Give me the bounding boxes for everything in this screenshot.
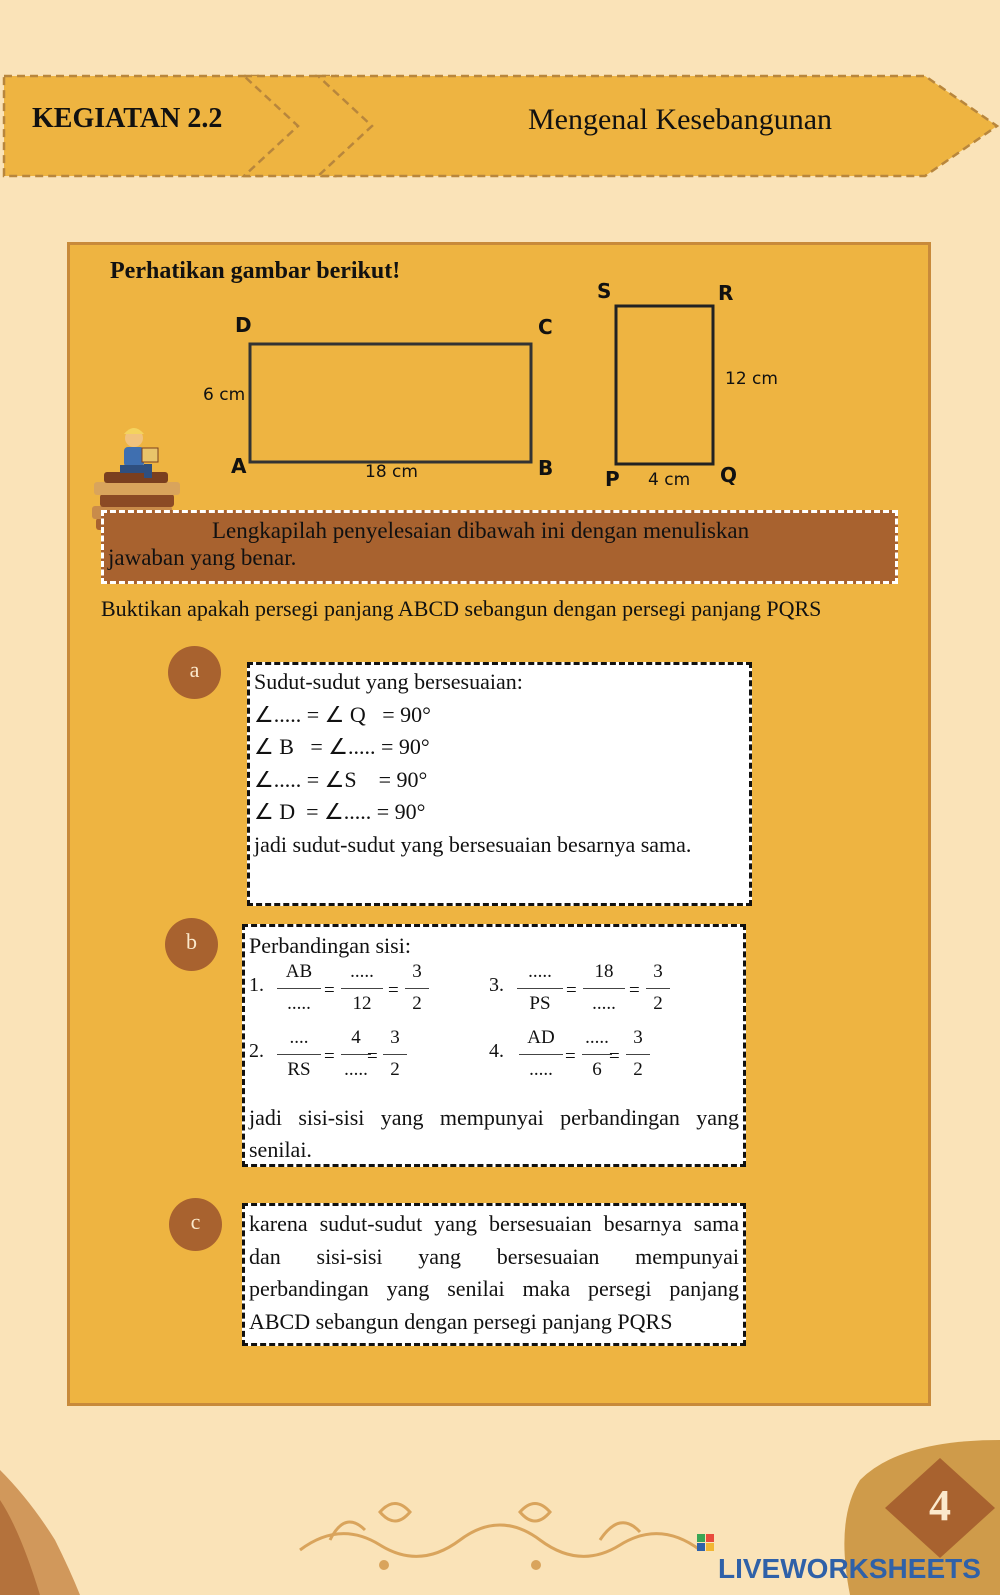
instruction-line2: jawaban yang benar. bbox=[108, 545, 297, 570]
brand-logo: LIVEWORKSHEETS bbox=[718, 1553, 981, 1584]
activity-title: Mengenal Kesebangunan bbox=[528, 103, 833, 136]
label-A: A bbox=[231, 454, 247, 478]
ratio-4-den-3: 2 bbox=[633, 1058, 643, 1080]
ratio-grid bbox=[249, 960, 739, 1102]
ratio-4-num-3: 3 bbox=[633, 1026, 643, 1048]
ornament-icon bbox=[300, 1504, 700, 1557]
badge-a: a bbox=[168, 646, 221, 699]
angle-line-1[interactable]: ∠..... = ∠ Q = 90° bbox=[254, 701, 431, 727]
ratio-3-num-1[interactable]: ..... bbox=[528, 960, 552, 982]
ratio-3-num-2: 18 bbox=[594, 960, 614, 982]
ratio-1-eq-1: = bbox=[324, 979, 335, 1001]
ratio-4-num-2[interactable]: ..... bbox=[585, 1026, 609, 1048]
ratio-3-frac-1[interactable] bbox=[517, 961, 563, 1015]
ratio-1-frac-2[interactable] bbox=[341, 961, 383, 1015]
ratio-2-eq-1: = bbox=[324, 1045, 335, 1067]
part-a-title: Sudut-sudut yang bersesuaian: bbox=[254, 669, 523, 694]
ratio-1-den-1[interactable]: ..... bbox=[287, 992, 311, 1014]
label-D: D bbox=[235, 313, 252, 337]
ratio-2-frac-3 bbox=[383, 1027, 407, 1081]
label-S: S bbox=[597, 280, 612, 303]
ratio-3-frac-2[interactable] bbox=[583, 961, 625, 1015]
part-c-box: karena sudut-sudut yang bersesuaian besarnya sama dan sisi-sisi yang bersesuaian mempunyai perbandingan yang senilai maka persegi panjang ABCD sebangun dengan persegi panjang PQRS bbox=[242, 1203, 746, 1346]
part-b-conclusion: jadi sisi-sisi yang mempunyai perbandingan yang senilai. bbox=[249, 1104, 739, 1162]
label-12cm: 12 cm bbox=[725, 369, 778, 389]
rectangles-figure bbox=[195, 280, 795, 505]
part-b-title: Perbandingan sisi: bbox=[249, 933, 411, 958]
ratio-no-4: 4. bbox=[489, 1039, 504, 1062]
label-4cm: 4 cm bbox=[648, 470, 691, 490]
rect-pqrs bbox=[616, 306, 713, 464]
label-18cm: 18 cm bbox=[365, 462, 418, 482]
rect-abcd bbox=[250, 344, 531, 462]
ratio-3-den-3: 2 bbox=[653, 992, 663, 1014]
ratio-4-eq-2: = bbox=[609, 1045, 620, 1067]
ratio-3-num-3: 3 bbox=[653, 960, 663, 982]
ratio-4-frac-3 bbox=[626, 1027, 650, 1081]
ratio-2-frac-1[interactable] bbox=[277, 1027, 321, 1081]
ratio-2-num-1[interactable]: .... bbox=[289, 1026, 309, 1048]
ratio-2-den-3: 2 bbox=[390, 1058, 400, 1080]
ratio-2-den-2[interactable]: ..... bbox=[344, 1058, 368, 1080]
ratio-4-frac-2[interactable] bbox=[582, 1027, 612, 1081]
part-a-conclusion: jadi sudut-sudut yang bersesuaian besarnya sama. bbox=[254, 831, 692, 857]
ratio-2-num-3: 3 bbox=[390, 1026, 400, 1048]
ratio-1-num-2[interactable]: ..... bbox=[350, 960, 374, 982]
ratio-3-frac-3 bbox=[646, 961, 670, 1015]
ratio-4-frac-1[interactable] bbox=[519, 1027, 563, 1081]
ratio-1-num-3: 3 bbox=[412, 960, 422, 982]
ratio-2-num-2: 4 bbox=[351, 1026, 361, 1048]
ratio-3-den-1: PS bbox=[529, 992, 551, 1014]
page-number: 4 bbox=[929, 1481, 951, 1530]
ratio-2-den-1: RS bbox=[287, 1058, 311, 1080]
ratio-3-den-2[interactable]: ..... bbox=[592, 992, 616, 1014]
label-6cm: 6 cm bbox=[203, 385, 246, 405]
ratio-1-frac-1[interactable] bbox=[277, 961, 321, 1015]
instruction-line1: Lengkapilah penyelesaian dibawah ini dengan menuliskan bbox=[212, 518, 750, 543]
ratio-1-eq-2: = bbox=[388, 979, 399, 1001]
ratio-1-num-1: AB bbox=[285, 960, 313, 982]
label-B: B bbox=[538, 456, 554, 480]
ratio-no-2: 2. bbox=[249, 1039, 264, 1062]
ratio-4-eq-1: = bbox=[565, 1045, 576, 1067]
part-a-box bbox=[247, 662, 752, 906]
ratio-4-den-2: 6 bbox=[592, 1058, 602, 1080]
ratio-1-den-2: 12 bbox=[352, 992, 372, 1014]
angle-line-4[interactable]: ∠ D = ∠..... = 90° bbox=[254, 799, 426, 824]
angle-line-3[interactable]: ∠..... = ∠S = 90° bbox=[254, 766, 428, 792]
ratio-3-eq-1: = bbox=[566, 979, 577, 1001]
ratio-1-den-3: 2 bbox=[412, 992, 422, 1014]
label-C: C bbox=[538, 315, 553, 339]
activity-label: KEGIATAN 2.2 bbox=[32, 103, 223, 134]
ratio-4-num-1: AD bbox=[527, 1026, 555, 1048]
ratio-no-1: 1. bbox=[249, 973, 264, 996]
ratio-2-eq-2: = bbox=[367, 1045, 378, 1067]
question-text: Buktikan apakah persegi panjang ABCD sebangun dengan persegi panjang PQRS bbox=[101, 596, 822, 621]
ratio-4-den-1[interactable]: ..... bbox=[529, 1058, 553, 1080]
badge-b: b bbox=[165, 918, 218, 971]
badge-c: c bbox=[169, 1198, 222, 1251]
ratio-no-3: 3. bbox=[489, 973, 504, 996]
instruction-box bbox=[101, 510, 898, 584]
angle-line-2[interactable]: ∠ B = ∠..... = 90° bbox=[254, 734, 430, 759]
label-R: R bbox=[718, 281, 734, 305]
intro-text: Perhatikan gambar berikut! bbox=[110, 258, 401, 284]
label-P: P bbox=[605, 467, 620, 491]
part-b-box bbox=[242, 924, 746, 1167]
label-Q: Q bbox=[720, 463, 738, 487]
ratio-1-frac-3 bbox=[405, 961, 429, 1015]
ratio-3-eq-2: = bbox=[629, 979, 640, 1001]
